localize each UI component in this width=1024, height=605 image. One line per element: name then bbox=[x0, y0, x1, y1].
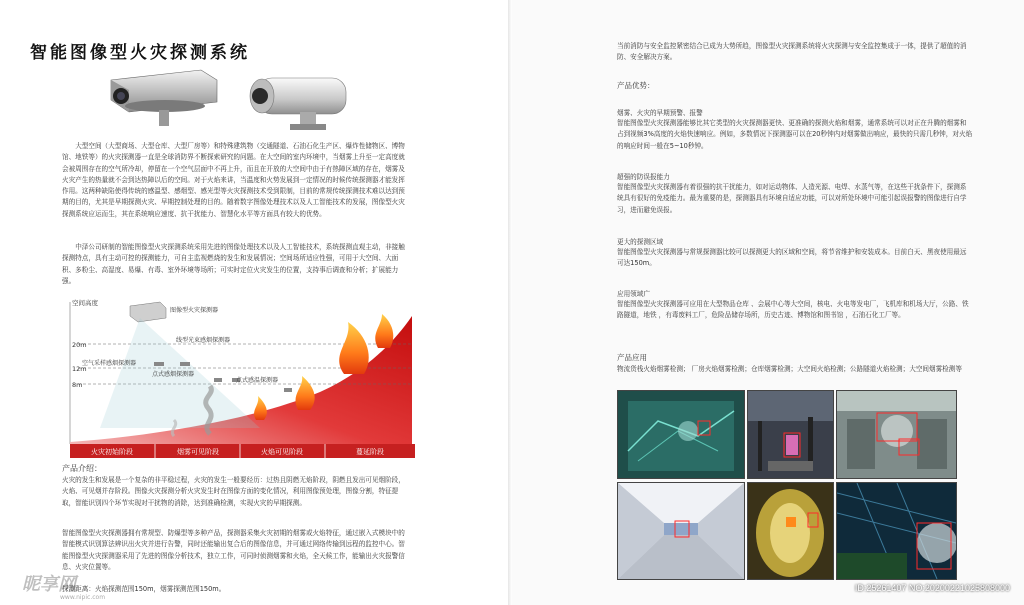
point-heat-detector-icon bbox=[284, 388, 292, 392]
advantage-heading-anti-false-alarm: 超强的防误报能力 bbox=[617, 173, 670, 181]
label-image-detector: 图像型火灾探测器 bbox=[170, 307, 219, 314]
detector-camera-icon bbox=[130, 302, 166, 322]
advantage-heading-area: 更大的探测区域 bbox=[617, 238, 664, 246]
company-paragraph: 中泽公司研制的智能图像型火灾探测系统采用先进的图像处理技术以及人工智能技术，系统探测直观主动，非接触探测特点，具有主动可控的探测能力，可自主监视燃烧的发生和发展情况；空间场所适应性强，可用于大空间、大面积、多粉尘、高湿度、易爆、有毒、室外环境等场所；可实时定位火灾发生的位置，支持事后调查和分析；扩展能力强。 bbox=[62, 243, 405, 285]
detection-range-paragraph: 探测距离：火焰探测范围150m，烟雾探测范围150m。 bbox=[62, 585, 226, 593]
stage-label: 烟雾可见阶段 bbox=[177, 448, 219, 456]
page-title: 智能图像型火灾探测系统 bbox=[30, 43, 250, 63]
ptz-camera-image bbox=[240, 74, 356, 134]
photo-warehouse-smoke bbox=[836, 390, 957, 479]
height-label-12m: 12m bbox=[72, 365, 87, 373]
section-title-advantages: 产品优势： bbox=[617, 81, 655, 90]
label-sampling-detector: 空气采样感烟探测器 bbox=[82, 360, 137, 367]
label-point-smoke: 点式感烟探测器 bbox=[152, 371, 195, 378]
advantage-body-applications: 智能图像型火灾探测器可应用在大型物品仓库 、会展中心等大空间，核电、火电等发电厂，飞机库和机场大厅，公路、铁路隧道，地铁 ，有毒废料工厂，危险品储存场所，历史古迹、博物馆和图书馆 ，石油石化工厂等。 bbox=[617, 300, 969, 320]
fire-stage-diagram bbox=[60, 296, 415, 458]
flame-icon bbox=[254, 396, 267, 420]
watermark-logo: 昵享网 bbox=[22, 574, 76, 595]
photo-factory-flame bbox=[747, 390, 834, 479]
applications-caption: 物流货栈火焰烟雾检测； 厂房火焰烟雾检测；仓库烟雾检测；大空间火焰检测；公路隧道火焰检测；大空间烟雾检测等 bbox=[617, 365, 962, 373]
photo-warehouse-flame bbox=[617, 390, 745, 479]
flame-icon bbox=[375, 314, 393, 348]
introduction-paragraph: 火灾的发生和发展是一个复杂的非平稳过程，火灾的发生一般要经历：过热且阴燃无焰阶段，阴燃且发出可见烟阶段，火焰、可见烟并存阶段。图像火灾探测分析火灾发生时在图像方面的变化情况，利用图像预处理，图像分割，特征提取，智能识别四个环节实现对干扰物的消除，达到准确检测，实现火灾的早期探测。 bbox=[62, 476, 405, 507]
label-beam-detector: 线型光束感烟探测器 bbox=[176, 337, 231, 344]
advantage-heading-early-warning: 烟雾、火灾的早期预警、报警 bbox=[617, 109, 703, 117]
section-title-applications: 产品应用 bbox=[617, 353, 647, 362]
box-camera-image bbox=[105, 66, 223, 130]
stage-label: 火焰可见阶段 bbox=[261, 448, 303, 456]
stage-label: 火灾初始阶段 bbox=[91, 448, 133, 456]
watermark-id: ID:25261407 NO:20200221025808000 bbox=[854, 583, 1010, 593]
advantage-heading-applications: 应用领域广 bbox=[617, 290, 650, 298]
right-intro-paragraph: 当前消防与安全监控紧密结合已成为大势所趋，图像型火灾探测系统将火灾探测与安全监控集成于一体，提供了超值的消防、安全解决方案。 bbox=[617, 42, 967, 62]
flame-icon bbox=[339, 322, 368, 374]
height-label-20m: 20m bbox=[72, 341, 87, 349]
photo-tunnel-flame bbox=[747, 482, 834, 580]
photo-large-space-corridor bbox=[617, 482, 745, 580]
advantage-body-area: 智能图像型火灾探测器与常规探测器比较可以探测更大的区域和空间，将节省维护和安装成本。目前白天、黑夜使用最远可达150m。 bbox=[617, 248, 967, 268]
photo-large-space-smoke bbox=[836, 482, 957, 580]
product-range-paragraph: 智能图像型火灾探测器拥有常规型、防爆型等多种产品，探测器采集火灾初期的烟雾或火焰特征，通过嵌入式模块中的智能模式识别算法辨识出火灾并进行告警，同时还能输出复合后的图像信息，并可通过网络传输到远程的监控中心。智能图像型火灾探测器采用了先进的图像分析技术，独立工作，可同时侦测烟雾和火焰，全天候工作，能输出火灾报警信息、火灾位置等。 bbox=[62, 529, 405, 571]
flame-icon bbox=[296, 376, 315, 410]
advantage-body-early-warning: 智能图像型火灾探测器能够比其它类型的火灾探测器更快、更准确的探测火焰和烟雾，通常系统可以对正在升腾的烟雾和占到视频3%高度的火焰快速响应。例如，多数情况下探测器可以在20秒钟内对烟雾做出响应，最快的只需几秒钟，对火焰的响应时间一般在5~10秒钟。 bbox=[617, 119, 973, 150]
point-smoke-detector-icon bbox=[214, 378, 222, 382]
label-point-heat: 点式感温探测器 bbox=[236, 377, 279, 384]
sampling-detector-icon bbox=[180, 362, 190, 366]
sampling-detector-icon bbox=[154, 362, 164, 366]
y-axis-label: 空间高度 bbox=[72, 299, 98, 307]
section-title-introduction: 产品介绍： bbox=[62, 464, 102, 473]
intro-paragraph: 大型空间（大型商场、大型仓库、大型厂房等）和特殊建筑物（交通隧道、石油石化生产区、爆炸性储物区、博物馆、地铁等）的火灾探测器一直是全球消防界不断探索研究的问题。在大空间的室内环境中，当烟雾上升至一定高度就会被周围存在的空气所冷却，停留在一个空气层面中不再上升，而且在开放的大空间中由于有热障区域的存在，烟雾及火灾产生的热量就不会到达热障以后的空间。对于火焰来讲，当温度和火势发展到一定情况的时候传统探测器才能发挥作用。这两种缺陷使得传统的感温型、感烟型、感光型等火灾探测技术受到限制，目前的常规传统探测技术难以达到预期的目的，尤其是早期探测火灾、早期控制处理的目的。随着数字图像处理技术以及人工智能技术的发展，图像型火灾探测系统应运而生，其在系统响应速度、抗干扰能力、智慧化水平等方面具有较大的优势。 bbox=[62, 142, 405, 218]
watermark-url: www.nipic.com bbox=[60, 594, 106, 601]
height-label-8m: 8m bbox=[72, 381, 83, 389]
stage-label: 蔓延阶段 bbox=[356, 448, 384, 456]
advantage-body-anti-false-alarm: 智能图像型火灾探测器有着很强的抗干扰能力，如对运动物体、人造光源、电焊、水蒸气等，在这些干扰条件下，探测系统具有很好的免疫能力。最为重要的是，探测器具有环境自适应功能，可以对所处环境中可能引起误报警的图像进行自学习，进而避免误报。 bbox=[617, 183, 967, 214]
